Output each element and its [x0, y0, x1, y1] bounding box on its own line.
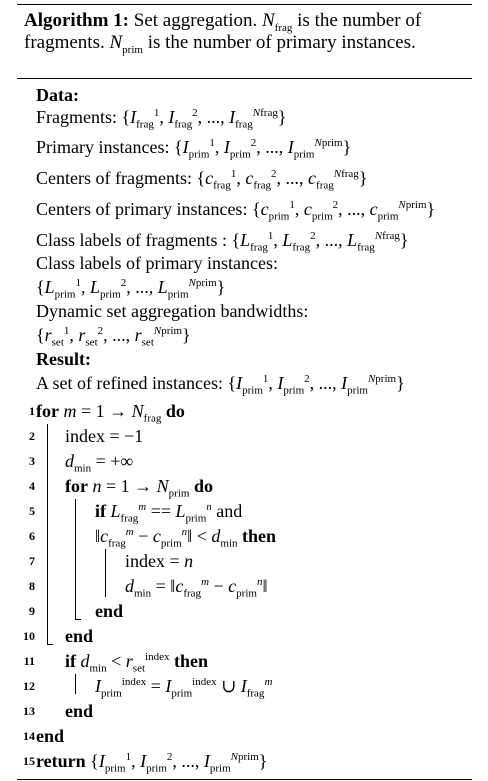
top-rule: [17, 4, 472, 5]
line-number: 6: [29, 529, 35, 543]
line-number: 3: [29, 454, 35, 468]
data-primary-instances: Primary instances: {$I_{prim}^1$, $I_{prim}^2$, ..., $I_{prim}^{Nprim}$}: [36, 137, 352, 161]
line-number: 5: [29, 504, 35, 518]
block-guide-tick: [47, 644, 53, 645]
code-line-1: for $m = 1 \to N_{frag}$ do: [36, 401, 185, 425]
data-centers-fragments: Centers of fragments: {$c_{frag}^1$, $c_{frag}^2$, ..., $c_{frag}^{Nfrag}$}: [36, 168, 368, 192]
caption-text: Set aggregation. $N_{frag}$ is the number of fragments. $N_{prim}$ is the number of primary instances.: [24, 10, 422, 56]
code-line-12: $I_{prim}^{index} = I_{prim}^{index}$ ∪ $I_{frag}^m$: [95, 676, 273, 700]
data-heading: Data:: [36, 85, 79, 105]
code-line-15: return {$I_{prim}^1$, $I_{prim}^2$, ..., $I_{prim}^{Nprim}$}: [36, 751, 268, 775]
block-guide-outer: [47, 424, 48, 644]
algorithm-box: [17, 4, 472, 780]
data-class-labels-primary: Class labels of primary instances:: [36, 253, 278, 273]
data-class-labels-primary-set: {$L_{prim}^1$, $L_{prim}^2$, ..., $L_{prim}^{Nprim}$}: [36, 277, 226, 301]
code-line-11: if $d_{min} < r_{set}^{index}$ then: [65, 651, 208, 675]
code-line-2: index = −1: [65, 426, 144, 446]
block-guide-tick: [75, 619, 81, 620]
code-line-14: end: [36, 726, 65, 746]
line-number: 2: [29, 429, 35, 443]
code-line-7: index = n: [125, 551, 194, 571]
block-guide-if: [105, 549, 106, 597]
line-number: 11: [23, 654, 35, 668]
line-number: 13: [23, 704, 35, 718]
result-text: A set of refined instances: {$I_{prim}^1$, $I_{prim}^2$, ..., $I_{prim}^{Nprim}$}: [36, 373, 405, 397]
code-line-9: end: [95, 601, 124, 621]
code-line-8: $d_{min}$ = $‖c_{frag}^m$ − $c_{prim}^n‖$: [125, 576, 268, 600]
line-number: 12: [23, 679, 35, 693]
line-number: 8: [29, 579, 35, 593]
code-line-4: for $n = 1 \to N_{prim}$ do: [65, 476, 213, 500]
line-number: 15: [23, 754, 35, 768]
bottom-rule: [17, 779, 472, 780]
block-guide-inner: [75, 499, 76, 619]
caption-rule: [17, 78, 472, 79]
data-fragments: Fragments: {$I_{frag}^1$, $I_{frag}^2$, ..., $I_{frag}^{Nfrag}$}: [36, 107, 287, 131]
code-line-6: $‖c_{frag}^m$ − $c_{prim}^n‖ < d_{min}$ then: [95, 526, 277, 550]
data-bandwidths: Dynamic set aggregation bandwidths:: [36, 301, 309, 321]
code-line-10: end: [65, 626, 94, 646]
line-number: 7: [29, 554, 35, 568]
data-class-labels-fragments: Class labels of fragments : {$L_{frag}^1$, $L_{frag}^2$, ..., $L_{frag}^{Nfrag}$}: [36, 230, 409, 254]
result-heading: Result:: [36, 349, 91, 369]
code-line-13: end: [65, 701, 94, 721]
data-bandwidths-set: {$r_{set}^1$, $r_{set}^2$, ..., $r_{set}^{Nprim}$}: [36, 325, 191, 349]
line-number: 4: [29, 479, 35, 493]
algorithm-caption: [24, 10, 464, 54]
line-number: 1: [29, 404, 35, 418]
data-centers-primary: Centers of primary instances: {$c_{prim}^1$, $c_{prim}^2$, ..., $c_{prim}^{Nprim}$}: [36, 199, 436, 223]
code-line-3: $d_{min}$ = +∞: [65, 451, 134, 475]
caption-label: Algorithm 1:: [24, 10, 130, 31]
line-number: 10: [23, 629, 35, 643]
line-number: 9: [29, 604, 35, 618]
block-guide-if2: [75, 674, 76, 694]
code-line-5: if $L_{frag}^m == L_{prim}^n$ and: [95, 501, 243, 525]
line-number: 14: [23, 729, 35, 743]
